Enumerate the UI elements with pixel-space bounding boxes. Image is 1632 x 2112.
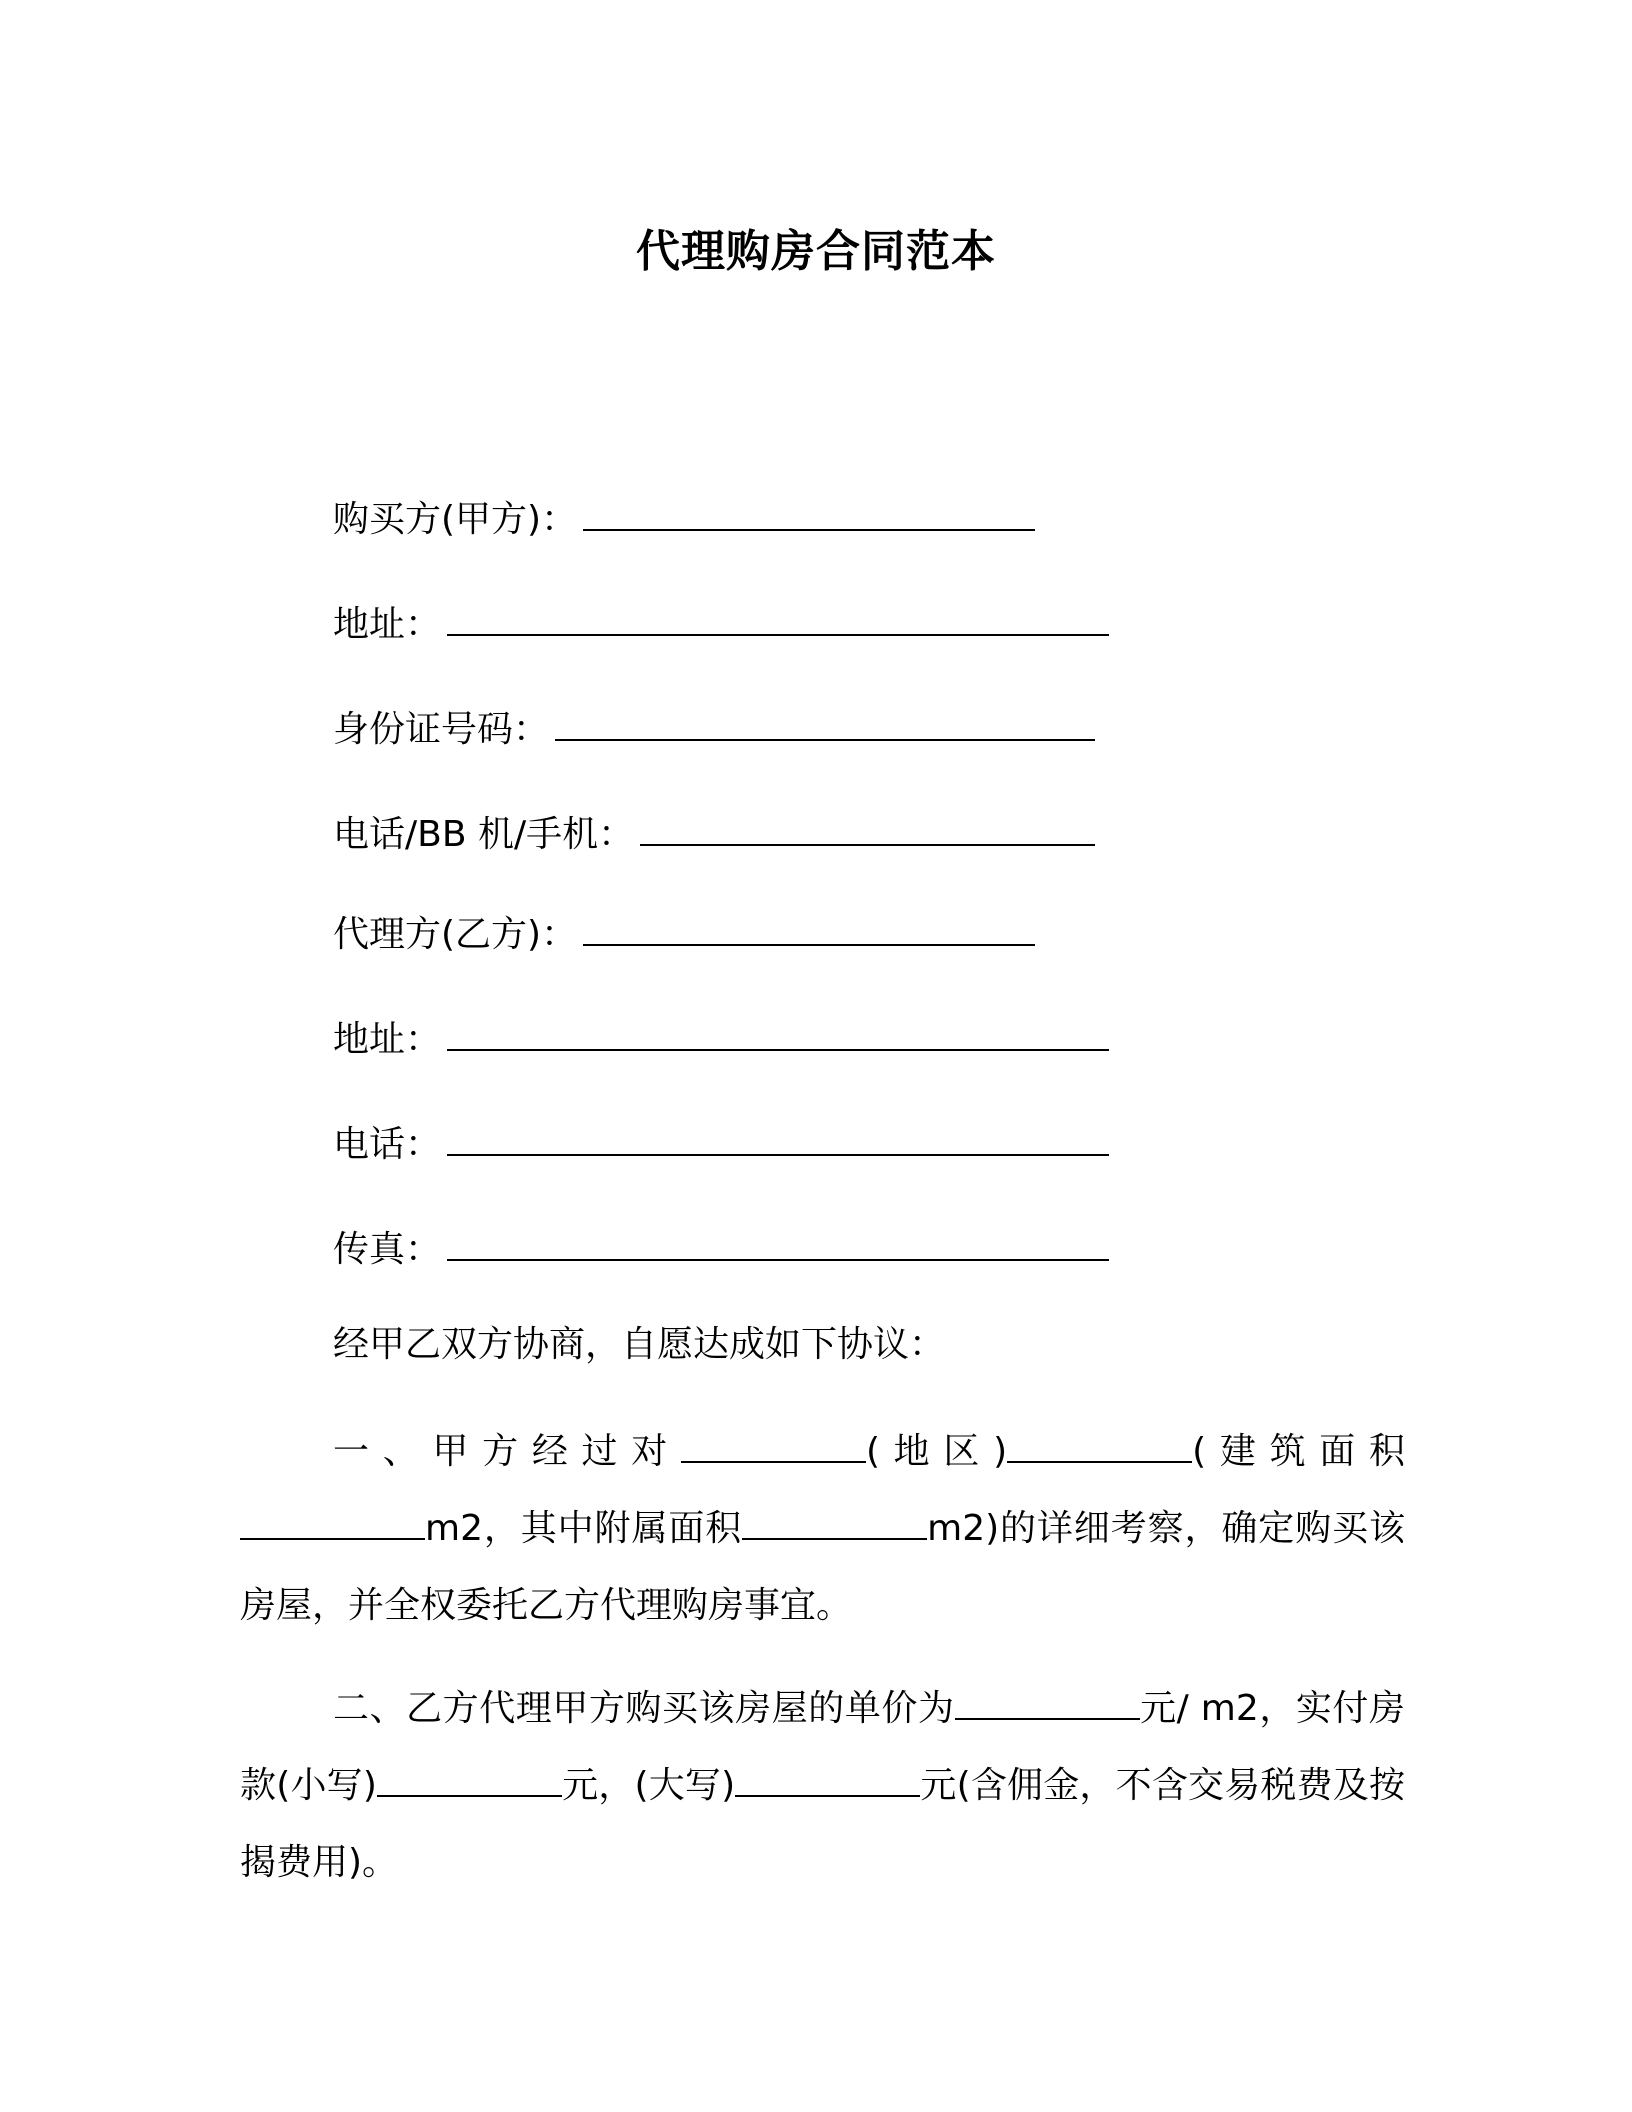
clause-2-part-3: 元，(大写) [561, 1765, 736, 1806]
intro-text [333, 1320, 945, 1370]
amount-words-blank[interactable] [735, 1759, 920, 1797]
agent-phone-field [333, 1118, 1109, 1170]
clause-1-part-1: 一、甲方经过对 [333, 1431, 681, 1472]
buyer-address-field [333, 598, 1109, 650]
id-number-field [333, 703, 1095, 755]
clause-1-part-5: m2)的详细考察，确定购买该房屋，并全权委托乙方代理购房事宜。 [240, 1508, 1405, 1626]
buyer-label: 购买方(甲方)： [333, 499, 578, 540]
clause-1-part-3: (建筑面积 [1192, 1431, 1405, 1472]
agent-blank[interactable] [583, 908, 1035, 946]
buyer-blank[interactable] [583, 493, 1035, 531]
building-area-blank[interactable] [240, 1502, 425, 1540]
agent-phone-blank[interactable] [447, 1118, 1109, 1156]
id-number-label: 身份证号码： [333, 709, 550, 750]
fax-blank[interactable] [447, 1223, 1109, 1261]
clause-1 [240, 1413, 1405, 1644]
clause-2-part-2: 元/ m2，实付房款(小写) [240, 1688, 1405, 1806]
fax-field [333, 1223, 1109, 1275]
clause-2-part-4: 元(含佣金，不含交易税费及按揭费用)。 [240, 1765, 1406, 1883]
agent-address-label: 地址： [333, 1019, 442, 1060]
buyer-phone-blank[interactable] [640, 808, 1095, 846]
clause-1-part-2: (地区) [865, 1431, 1008, 1472]
id-number-blank[interactable] [555, 703, 1095, 741]
amount-figures-blank[interactable] [377, 1759, 562, 1797]
buyer-address-label: 地址： [333, 604, 442, 645]
region-blank[interactable] [681, 1425, 866, 1463]
intro-label: 经甲乙双方协商，自愿达成如下协议： [333, 1324, 946, 1365]
clause-1-part-4: m2，其中附属面积 [425, 1508, 743, 1549]
buyer-phone-field [333, 808, 1095, 860]
clause-2 [240, 1670, 1405, 1901]
buyer-field [333, 493, 1035, 545]
agent-address-blank[interactable] [447, 1013, 1109, 1051]
agent-label: 代理方(乙方)： [333, 914, 578, 955]
clause-2-part-1: 二、乙方代理甲方购买该房屋的单价为 [333, 1688, 955, 1729]
building-blank[interactable] [1007, 1425, 1192, 1463]
agent-phone-label: 电话： [333, 1124, 442, 1165]
ancillary-area-blank[interactable] [742, 1502, 927, 1540]
fax-label: 传真： [333, 1229, 442, 1270]
agent-field [333, 908, 1035, 960]
unit-price-blank[interactable] [955, 1682, 1140, 1720]
buyer-phone-label: 电话/BB 机/手机： [333, 814, 635, 855]
document-title: 代理购房合同范本 [636, 226, 996, 277]
buyer-address-blank[interactable] [447, 598, 1109, 636]
agent-address-field [333, 1013, 1109, 1065]
